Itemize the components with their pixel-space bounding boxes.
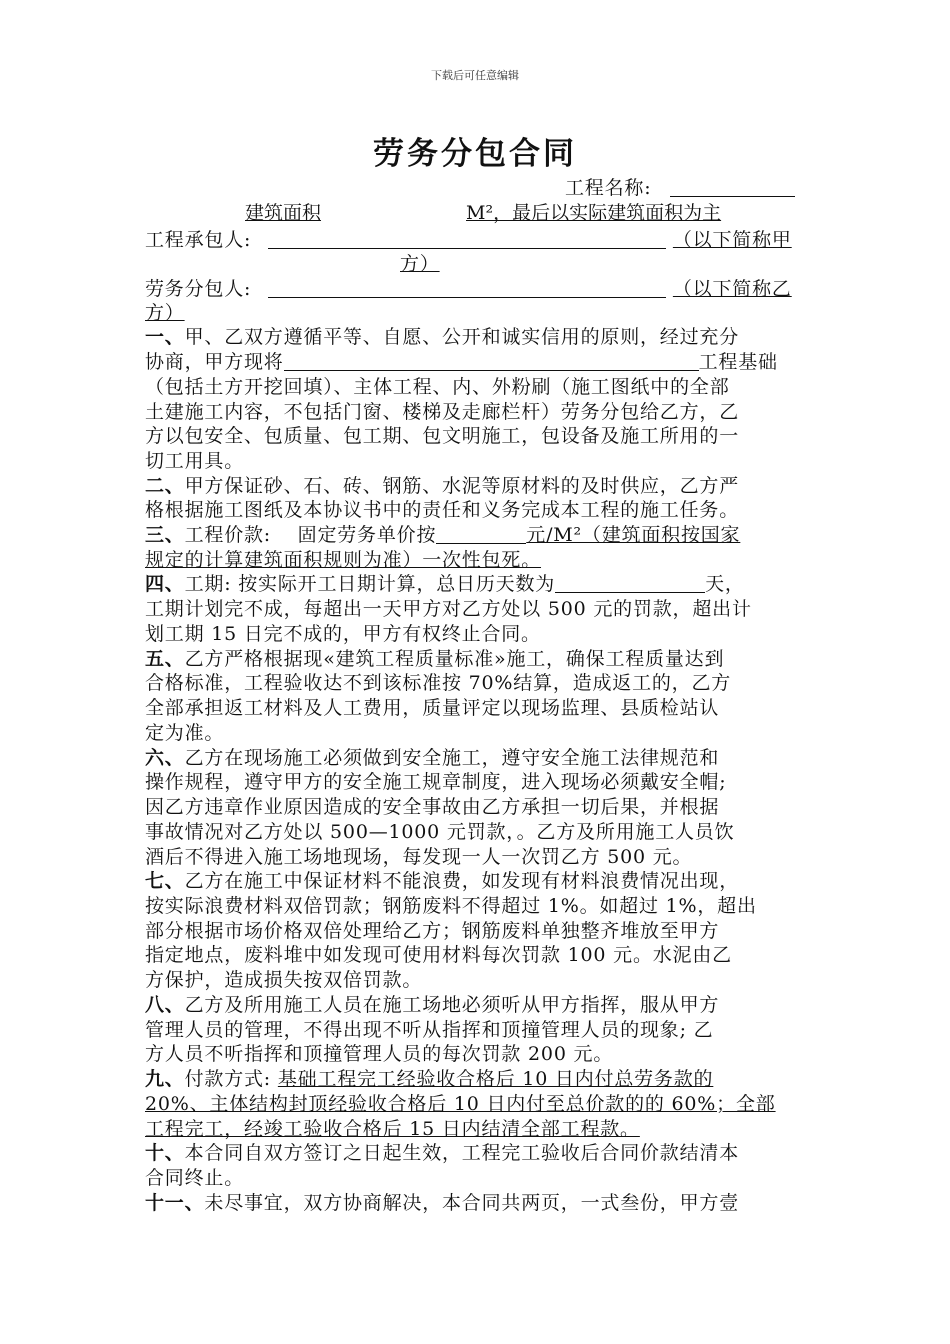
clause-1-line-3: （包括土方开挖回填）、主体工程、内、外粉刷（施工图纸中的全部 — [145, 376, 730, 398]
clause-6-text: 乙方在现场施工必须做到安全施工，遵守安全施工法律规范和 — [184, 747, 720, 769]
clause-10-text: 本合同自双方签订之日起生效，工程完工验收后合同价款结清本 — [184, 1142, 740, 1164]
clause-1-line-2 — [145, 350, 807, 374]
subcontractor-label: 劳务分包人: — [145, 278, 252, 300]
clause-4-number: 四、 — [145, 573, 185, 595]
clause-8-line-2: 管理人员的管理，不得出现不听从指挥和顶撞管理人员的现象; 乙 — [145, 1019, 714, 1041]
clause-7-line-3: 部分根据市场价格双倍处理给乙方；钢筋废料单独整齐堆放至甲方 — [145, 920, 720, 942]
area-label: 建筑面积 — [245, 202, 322, 224]
clause-5-line-2: 合格标准，工程验收达不到该标准按 70%结算，造成返工的，乙方 — [145, 672, 732, 694]
clause-1-text: 甲、乙双方遵循平等、自愿、公开和诚实信用的原则，经过充分 — [184, 326, 740, 348]
contractor-row — [145, 228, 807, 252]
clause-2-line-1 — [145, 474, 807, 498]
clause-6-line-1 — [145, 746, 807, 770]
clause-3-text-a: 工程价款: 固定劳务单价按 — [184, 524, 437, 546]
clause-2-number: 二、 — [145, 475, 185, 497]
clause-9-line-2 — [145, 1092, 807, 1116]
project-name-blank — [670, 178, 795, 197]
contractor-suffix2-row — [400, 252, 460, 276]
clause-9-text-a: 付款方式: — [184, 1068, 272, 1090]
clause-3-text-c: 规定的计算建筑面积规则为准）一次性包死。 — [145, 549, 542, 571]
clause-5-line-4: 定为准。 — [145, 722, 225, 744]
subcontractor-row — [145, 277, 807, 301]
area-underlined — [245, 201, 805, 225]
clause-9-text-d: 工程完工，经竣工验收合格后 15 日内结清全部工程款。 — [145, 1118, 640, 1140]
clause-11-number: 十一、 — [145, 1192, 205, 1214]
clause-3-number: 三、 — [145, 524, 185, 546]
clause-6-number: 六、 — [145, 747, 185, 769]
subcontractor-suffix: （以下简称乙 — [672, 278, 792, 300]
clause-2-line-2: 格根据施工图纸及本协议书中的责任和义务完成本工程的施工任务。 — [145, 499, 740, 521]
clause-7-line-5: 方保护，造成损失按双倍罚款。 — [145, 969, 423, 991]
clause-10-line-2: 合同终止。 — [145, 1167, 245, 1189]
clause-9-line-1 — [145, 1067, 807, 1091]
clause-4-line-3: 划工期 15 日完不成的，甲方有权终止合同。 — [145, 623, 541, 645]
clause-4-text-a: 工期: 按实际开工日期计算，总日历天数为 — [184, 573, 556, 595]
clause-7-line-1 — [145, 869, 807, 893]
area-tail: M²，最后以实际建筑面积为主 — [466, 202, 722, 224]
contractor-blank — [268, 230, 666, 249]
clause-3-line-1 — [145, 523, 807, 547]
clause-1-number: 一、 — [145, 326, 185, 348]
clause-8-text: 乙方及所用施工人员在施工场地必须听从甲方指挥，服从甲方 — [184, 994, 720, 1016]
clause-11-text: 未尽事宜，双方协商解决，本合同共两页，一式叁份，甲方壹 — [204, 1192, 740, 1214]
clause-3-text-b: 元/M²（建筑面积按国家 — [526, 524, 741, 546]
clause-7-number: 七、 — [145, 870, 185, 892]
clause-6-line-2: 操作规程，遵守甲方的安全施工规章制度，进入现场必须戴安全帽; — [145, 771, 727, 793]
clause-1-line-1 — [145, 325, 807, 349]
subcontractor-blank — [268, 279, 666, 298]
clause-6-line-5: 酒后不得进入施工场地现场，每发现一人一次罚乙方 500 元。 — [145, 846, 693, 868]
clause-8-line-1 — [145, 993, 807, 1017]
clause-1-text-a: 协商，甲方现将 — [145, 351, 284, 373]
clause-11-line-1 — [145, 1191, 807, 1215]
clause-3-line-2 — [145, 548, 807, 572]
contractor-label: 工程承包人: — [145, 229, 252, 251]
clause-10-number: 十、 — [145, 1142, 185, 1164]
clause-5-text: 乙方严格根据现«建筑工程质量标准»施工，确保工程质量达到 — [184, 648, 725, 670]
clause-2-text: 甲方保证砂、石、砖、钢筋、水泥等原材料的及时供应，乙方严 — [184, 475, 740, 497]
clause-9-text-c: 20%、主体结构封顶经验收合格后 10 日内付至总价款的的 60%；全部 — [145, 1093, 776, 1115]
header-note: 下载后可任意编辑 — [431, 69, 519, 82]
clause-10-line-1 — [145, 1141, 807, 1165]
clause-4-blank — [555, 574, 705, 593]
clause-8-number: 八、 — [145, 994, 185, 1016]
clause-6-line-4: 事故情况对乙方处以 500—1000 元罚款，。乙方及所用施工人员饮 — [145, 821, 735, 843]
clause-7-line-4: 指定地点，废料堆中如发现可使用材料每次罚款 100 元。水泥由乙 — [145, 944, 732, 966]
clause-3-blank — [436, 525, 526, 544]
area-row — [245, 201, 805, 225]
clause-9-number: 九、 — [145, 1068, 185, 1090]
clause-1-text-b: 工程基础 — [698, 351, 778, 373]
project-name-row — [565, 176, 810, 200]
document-title: 劳务分包合同 — [373, 136, 577, 172]
clause-9-line-3 — [145, 1117, 807, 1141]
clause-7-text: 乙方在施工中保证材料不能浪费，如发现有材料浪费情况出现， — [184, 870, 740, 892]
clause-5-number: 五、 — [145, 648, 185, 670]
subcontractor-suffix2-row — [145, 301, 205, 325]
clause-9-text-b: 基础工程完工经验收合格后 10 日内付总劳务款的 — [277, 1068, 714, 1090]
clause-1-line-6: 切工用具。 — [145, 450, 245, 472]
clause-4-text-b: 天， — [705, 573, 745, 595]
clause-7-line-2: 按实际浪费材料双倍罚款；钢筋废料不得超过 1%。如超过 1%，超出 — [145, 895, 757, 917]
clause-8-line-3: 方人员不听指挥和顶撞管理人员的每次罚款 200 元。 — [145, 1043, 614, 1065]
contractor-suffix2: 方） — [400, 253, 440, 275]
clause-5-line-3: 全部承担返工材料及人工费用，质量评定以现场监理、县质检站认 — [145, 697, 720, 719]
clause-1-line-4: 土建施工内容，不包括门窗、楼梯及走廊栏杆）劳务分包给乙方，乙 — [145, 401, 740, 423]
project-name-label: 工程名称: — [565, 177, 652, 199]
contractor-suffix: （以下简称甲 — [672, 229, 792, 251]
clause-4-line-1 — [145, 572, 807, 596]
clause-6-line-3: 因乙方违章作业原因造成的安全事故由乙方承担一切后果，并根据 — [145, 796, 720, 818]
clause-4-line-2: 工期计划完不成，每超出一天甲方对乙方处以 500 元的罚款，超出计 — [145, 598, 752, 620]
clause-1-blank — [284, 352, 699, 371]
clause-5-line-1 — [145, 647, 807, 671]
clause-1-line-5: 方以包安全、包质量、包工期、包文明施工，包设备及施工所用的一 — [145, 425, 740, 447]
subcontractor-suffix2: 方） — [145, 302, 185, 324]
